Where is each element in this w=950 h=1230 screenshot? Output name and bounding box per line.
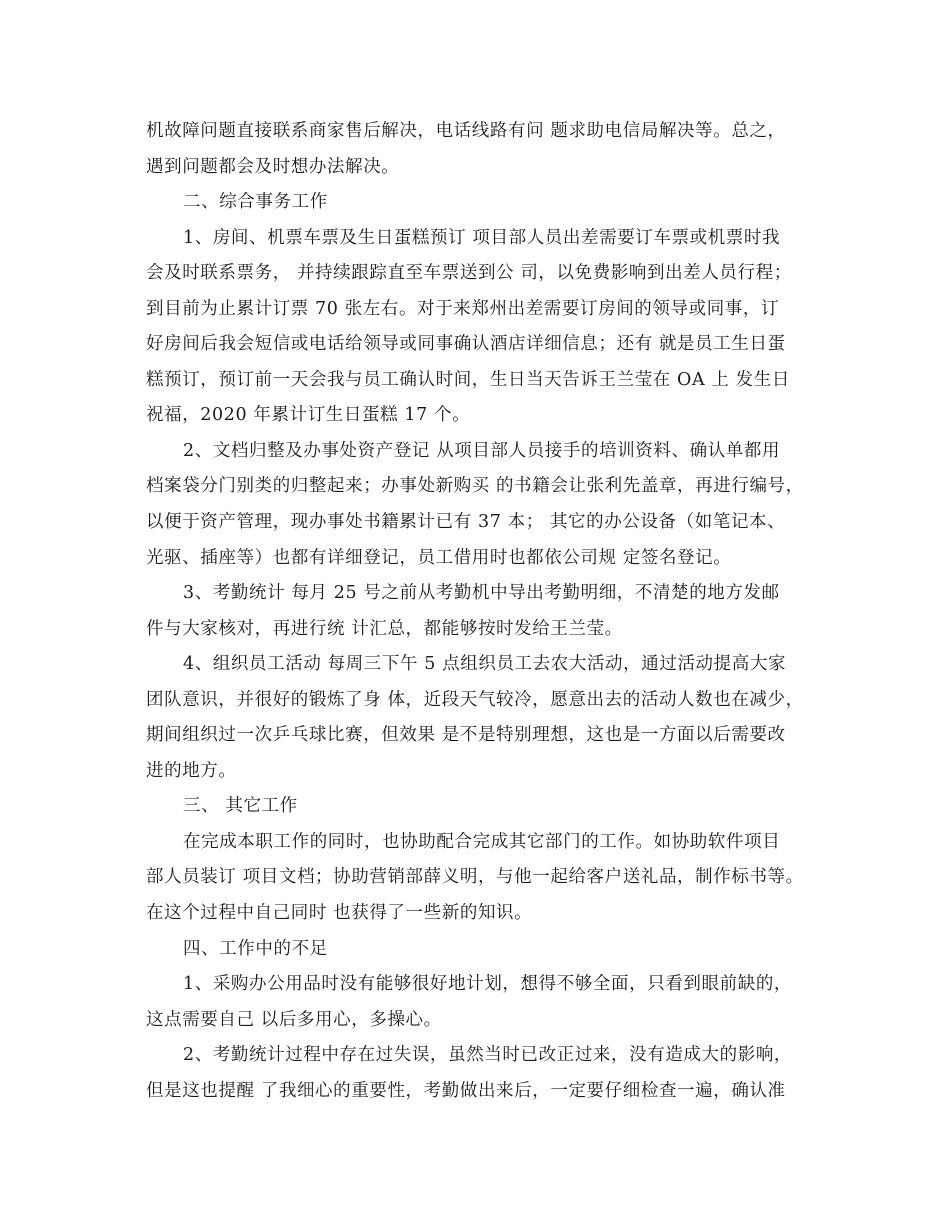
text-line: 期间组织过一次乒乓球比赛，但效果 是不是特别理想，这也是一方面以后需要改 [146, 725, 786, 746]
text-line: 以便于资产管理，现办事处书籍累计已有 37 本； 其它的办公设备（如笔记本、 [146, 512, 786, 533]
text-line: 会及时联系票务， 并持续跟踪直至车票送到公 司，以免费影响到出差人员行程； [146, 263, 792, 284]
text-line: 2、文档归整及办事处资产登记 从项目部人员接手的培训资料、确认单都用 [183, 440, 781, 461]
text-line: 三、 其它工作 [183, 796, 298, 817]
text-line: 2、考勤统计过程中存在过失误，虽然当时已改正过来，没有造成大的影响， [183, 1045, 793, 1066]
text-line: 4、组织员工活动 每周三下午 5 点组织员工去农大活动，通过活动提高大家 [183, 654, 787, 675]
text-line: 件与大家核对，再进行统 计汇总，都能够按时发给王兰莹。 [146, 618, 623, 639]
text-line: 进的地方。 [146, 760, 237, 781]
text-line: 1、房间、机票车票及生日蛋糕预订 项目部人员出差需要订车票或机票时我 [183, 227, 781, 248]
text-line: 团队意识，并很好的锻炼了身 体，近段天气较冷，愿意出去的活动人数也在减少， [146, 689, 804, 710]
text-line: 但是这也提醒 了我细心的重要性，考勤做出来后，一定要仔细检查一遍，确认准 [146, 1080, 786, 1101]
text-line: 3、考勤统计 每月 25 号之前从考勤机中导出考勤明细，不清楚的地方发邮 [183, 583, 780, 604]
text-line: 二、综合事务工作 [183, 192, 328, 213]
body-text [146, 114, 806, 1109]
text-line: 四、工作中的不足 [183, 938, 328, 959]
text-line: 机故障问题直接联系商家售后解决，电话线路有问 题求助电信局解决等。总之， [146, 121, 786, 141]
text-line: 糕预订，预订前一天会我与员工确认时间，生日当天告诉王兰莹在 OA 上 发生日 [146, 369, 790, 390]
text-line: 部人员装订 项目文档；协助营销部薛义明，与他一起给客户送礼品，制作标书等。 [146, 867, 804, 888]
text-line: 好房间后我会短信或电话给领导或同事确认酒店详细信息；还有 就是员工生日蛋 [146, 334, 786, 355]
text-line: 在这个过程中自己同时 也获得了一些新的知识。 [146, 903, 533, 924]
text-line: 档案袋分门别类的归整起来；办事处新购买 的书籍会让张利先盖章，再进行编号， [146, 476, 804, 497]
text-line: 1、采购办公用品时没有能够很好地计划，想得不够全面，只看到眼前缺的， [183, 974, 793, 995]
text-line: 光驱、插座等）也都有详细登记，员工借用时也都依公司规 定签名登记。 [146, 547, 732, 568]
text-line: 遇到问题都会及时想办法解决。 [146, 156, 400, 177]
text-line: 在完成本职工作的同时，也协助配合完成其它部门的工作。如协助软件项目 [183, 831, 781, 852]
text-line: 这点需要自己 以后多用心，多操心。 [146, 1009, 442, 1030]
text-line: 祝福，2020 年累计订生日蛋糕 17 个。 [146, 405, 471, 426]
text-line: 到目前为止累计订票 70 张左右。对于来郑州出差需要订房间的领导或同事，订 [146, 298, 780, 319]
